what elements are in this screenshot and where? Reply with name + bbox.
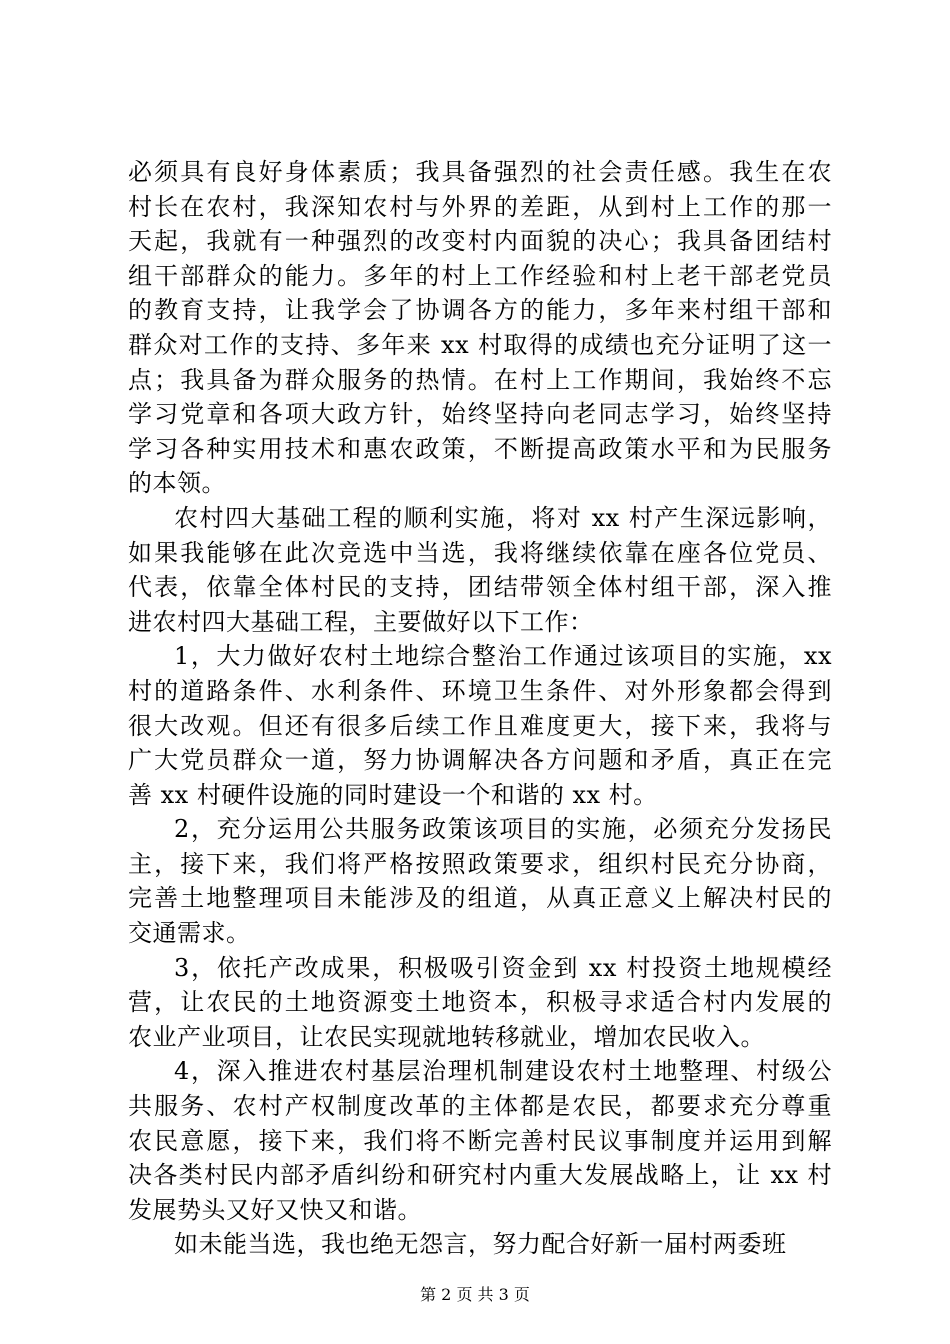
paragraph-first-line: 如未能当选，我也绝无怨言，努力配合好新一届村两委班 <box>174 1230 787 1259</box>
text-line: 进农村四大基础工程，主要做好以下工作： <box>128 607 594 636</box>
text-line: 村的道路条件、水利条件、环境卫生条件、对外形象都会得到 <box>128 676 832 705</box>
text-line: 共服务、农村产权制度改革的主体都是农民，都要求充分尊重 <box>128 1092 832 1121</box>
text-line: 广大党员群众一道，努力协调解决各方问题和矛盾，真正在完 <box>128 746 832 775</box>
text-line: 决各类村民内部矛盾纠纷和研究村内重大发展战略上，让 xx 村 <box>128 1161 832 1190</box>
paragraph-first-line: 3，依托产改成果，积极吸引资金到 xx 村投资土地规模经 <box>174 953 832 982</box>
text-line: 如果我能够在此次竞选中当选，我将继续依靠在座各位党员、 <box>128 538 832 567</box>
text-line: 完善土地整理项目未能涉及的组道，从真正意义上解决村民的 <box>128 884 832 913</box>
text-line: 学习各种实用技术和惠农政策，不断提高政策水平和为民服务 <box>128 434 832 463</box>
text-line: 农民意愿，接下来，我们将不断完善村民议事制度并运用到解 <box>128 1126 832 1155</box>
text-line: 学习党章和各项大政方针，始终坚持向老同志学习，始终坚持 <box>128 400 832 429</box>
text-line: 代表，依靠全体村民的支持，团结带领全体村组干部，深入推 <box>128 573 832 602</box>
text-line: 主，接下来，我们将严格按照政策要求，组织村民充分协商， <box>128 849 832 878</box>
text-line: 很大改观。但还有很多后续工作且难度更大，接下来，我将与 <box>128 711 832 740</box>
text-line: 交通需求。 <box>128 919 251 948</box>
text-line: 组干部群众的能力。多年的村上工作经验和村上老干部老党员 <box>128 261 832 290</box>
text-line: 点；我具备为群众服务的热情。在村上工作期间，我始终不忘 <box>128 365 832 394</box>
text-line: 天起，我就有一种强烈的改变村内面貌的决心；我具备团结村 <box>128 227 832 256</box>
text-line: 发展势头又好又快又和谐。 <box>128 1195 422 1224</box>
text-line: 群众对工作的支持、多年来 xx 村取得的成绩也充分证明了这一 <box>128 330 832 359</box>
text-line: 的教育支持，让我学会了协调各方的能力，多年来村组干部和 <box>128 296 832 325</box>
text-line: 必须具有良好身体素质；我具备强烈的社会责任感。我生在农 <box>128 158 832 186</box>
text-line: 村长在农村，我深知农村与外界的差距，从到村上工作的那一 <box>128 192 832 221</box>
body-text <box>128 155 832 1262</box>
paragraph-first-line: 1，大力做好农村土地综合整治工作通过该项目的实施，xx <box>174 642 832 671</box>
paragraph-first-line: 4，深入推进农村基层治理机制建设农村土地整理、村级公 <box>174 1057 832 1086</box>
text-line: 的本领。 <box>128 469 226 498</box>
text-line: 善 xx 村硬件设施的同时建设一个和谐的 xx 村。 <box>128 780 658 809</box>
paragraph-first-line: 2，充分运用公共服务政策该项目的实施，必须充分发扬民 <box>174 815 832 844</box>
text-line: 农业产业项目，让农民实现就地转移就业，增加农民收入。 <box>128 1022 765 1051</box>
text-line: 营，让农民的土地资源变土地资本，积极寻求适合村内发展的 <box>128 988 832 1017</box>
paragraph-first-line: 农村四大基础工程的顺利实施，将对 xx 村产生深远影响， <box>174 503 832 532</box>
page-number-footer: 第 2 页 共 3 页 <box>420 1285 530 1304</box>
